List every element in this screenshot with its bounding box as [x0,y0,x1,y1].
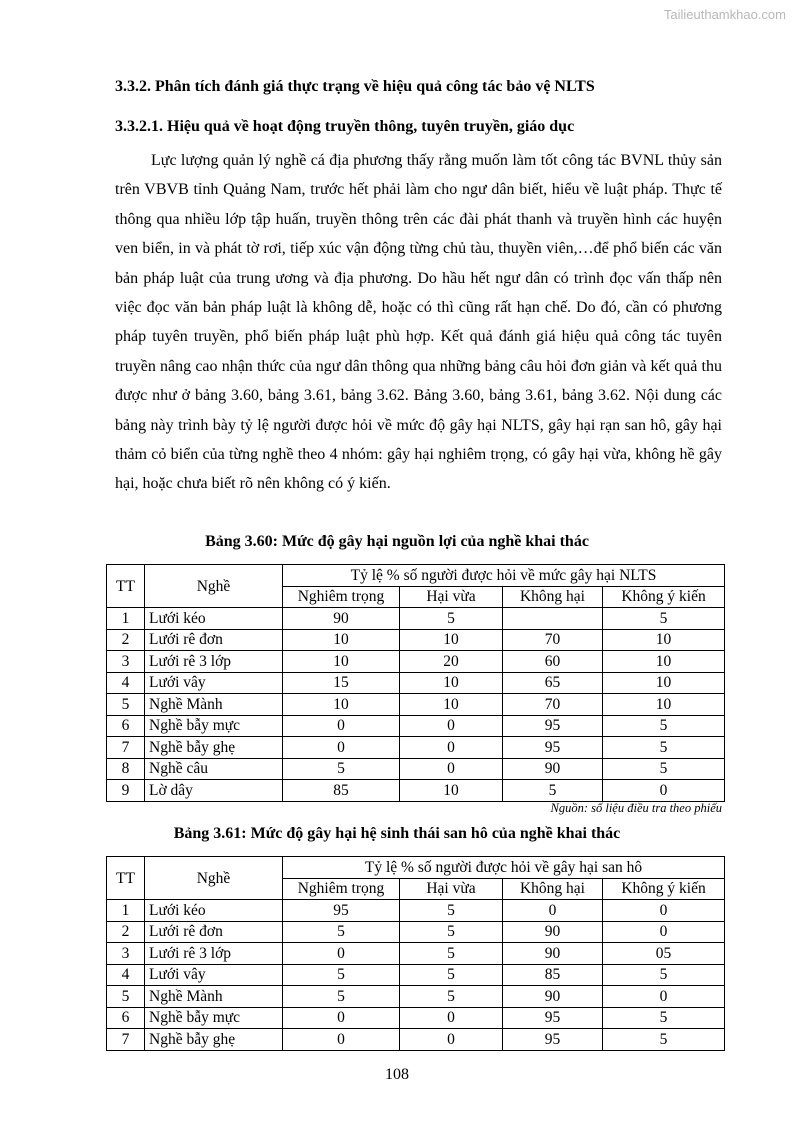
cell-value: 10 [400,629,503,651]
table-row [107,715,725,737]
cell-value: 10 [400,672,503,694]
table-row [107,651,725,673]
table-row [107,672,725,694]
cell-value: 5 [603,758,725,780]
table-header-row [107,857,725,879]
cell-value: 0 [603,780,725,802]
cell-tt: 6 [107,715,145,737]
cell-tt: 4 [107,964,145,986]
cell-nghe: Nghề Mành [145,986,283,1008]
table-row [107,964,725,986]
cell-value: 10 [283,651,400,673]
table-row [107,943,725,965]
table-3-61 [106,856,725,1051]
table-3-61-caption: Bảng 3.61: Mức độ gây hại hệ sinh thái san hô của nghề khai thác [173,825,621,842]
table-row [107,900,725,922]
cell-tt: 4 [107,672,145,694]
cell-value: 10 [603,651,725,673]
cell-nghe: Nghề bẫy ghẹ [145,1029,283,1051]
cell-nghe: Nghề câu [145,758,283,780]
table-row [107,629,725,651]
cell-nghe: Nghề Mành [145,694,283,716]
cell-value: 85 [503,964,603,986]
cell-value: 0 [283,715,400,737]
table-row [107,921,725,943]
cell-tt: 3 [107,651,145,673]
cell-value: 90 [503,921,603,943]
cell-value: 0 [503,900,603,922]
cell-nghe: Nghề bẫy mực [145,715,283,737]
cell-value: 5 [400,921,503,943]
cell-nghe: Nghề bẫy mực [145,1007,283,1029]
subheader-cell: Hại vừa [400,878,503,900]
cell-value: 10 [603,694,725,716]
table-row [107,694,725,716]
cell-tt: 3 [107,943,145,965]
cell-tt: 1 [107,608,145,630]
cell-value: 0 [283,1029,400,1051]
cell-tt: 2 [107,921,145,943]
cell-value: 5 [283,921,400,943]
cell-nghe: Lờ dây [145,780,283,802]
body-paragraph: Lực lượng quản lý nghề cá địa phương thấy rằng muốn làm tốt công tác BVNL thủy sản trên VBVB tỉnh Quảng Nam, trước hết phải làm cho ngư dân biết, hiểu về luật pháp. Thực tế thông qua nhiều lớp tập huấn, truyền thông trên các đài phát thanh và truyền hình các huyện ven biển, in và phát tờ rơi, tiếp xúc vận động từng chủ tàu, thuyền viên,…để phổ biến các văn bản pháp luật của trung ương và địa phương. Do hầu hết ngư dân có trình đọc vấn thấp nên việc đọc văn bản pháp luật là không dễ, hoặc có thì cũng rất hạn chế. Do đó, cần có phương pháp tuyên truyền, phổ biến pháp luật phù hợp. Kết quả đánh giá hiệu quả công tác tuyên truyền nâng cao nhận thức của ngư dân thông qua những bảng câu hỏi đơn giản và kết quả thu được như ở bảng 3.60, bảng 3.61, bảng 3.62. Bảng 3.60, bảng 3.61, bảng 3.62. Nội dung các bảng này trình bày tỷ lệ người được hỏi về mức độ gây hại NLTS, gây hại rạn san hô, gây hại thảm cỏ biển của từng nghề theo 4 nhóm: gây hại nghiêm trọng, có gây hại vừa, không hề gây hại, hoặc chưa biết rõ nên không có ý kiến. [115,152,722,493]
cell-nghe: Lưới kéo [145,900,283,922]
table-row [107,1029,725,1051]
cell-value: 95 [503,715,603,737]
cell-value [503,608,603,630]
cell-nghe: Lưới vây [145,672,283,694]
cell-value: 0 [603,986,725,1008]
cell-value: 90 [503,943,603,965]
subsection-heading: 3.3.2.1. Hiệu quả về hoạt động truyền thông, tuyên truyền, giáo dục [115,118,575,135]
cell-value: 0 [400,737,503,759]
cell-value: 10 [400,780,503,802]
cell-nghe: Lưới kéo [145,608,283,630]
table-row [107,737,725,759]
cell-tt: 6 [107,1007,145,1029]
section-heading: 3.3.2. Phân tích đánh giá thực trạng về hiệu quả công tác bảo vệ NLTS [115,78,595,95]
cell-value: 5 [603,715,725,737]
cell-tt: 2 [107,629,145,651]
cell-value: 95 [503,737,603,759]
cell-value: 5 [283,986,400,1008]
cell-tt: 1 [107,900,145,922]
cell-value: 95 [503,1007,603,1029]
cell-value: 0 [283,943,400,965]
watermark: Tailieuthamkhao.com [663,7,786,22]
header-nghe: Nghề [145,857,283,900]
header-group: Tỷ lệ % số người được hỏi về gây hại san hô [283,857,725,879]
cell-nghe: Lưới rê đơn [145,629,283,651]
cell-value: 0 [283,737,400,759]
subheader-cell: Không hại [503,878,603,900]
cell-value: 0 [400,715,503,737]
cell-value: 10 [283,629,400,651]
table-row [107,758,725,780]
subheader-cell: Không ý kiến [603,586,725,608]
header-tt: TT [107,565,145,608]
cell-value: 05 [603,943,725,965]
cell-value: 5 [283,964,400,986]
cell-value: 90 [503,986,603,1008]
table-header-row [107,565,725,587]
cell-value: 0 [603,900,725,922]
cell-nghe: Lưới vây [145,964,283,986]
cell-tt: 8 [107,758,145,780]
cell-value: 10 [283,694,400,716]
cell-value: 5 [400,608,503,630]
table-row [107,780,725,802]
cell-tt: 5 [107,694,145,716]
cell-value: 90 [503,758,603,780]
table-row [107,1007,725,1029]
table-row [107,986,725,1008]
subheader-cell: Nghiêm trọng [283,878,400,900]
cell-value: 85 [283,780,400,802]
cell-tt: 7 [107,1029,145,1051]
cell-value: 70 [503,629,603,651]
table-3-60-caption: Bảng 3.60: Mức độ gây hại nguồn lợi của nghề khai thác [205,533,589,550]
cell-value: 0 [603,921,725,943]
cell-value: 60 [503,651,603,673]
cell-nghe: Lưới rê đơn [145,921,283,943]
cell-value: 0 [400,758,503,780]
table-row [107,608,725,630]
subheader-cell: Không hại [503,586,603,608]
cell-value: 5 [603,737,725,759]
cell-value: 5 [400,943,503,965]
cell-tt: 5 [107,986,145,1008]
table-3-60-source: Nguồn: số liệu điều tra theo phiếu [550,801,722,815]
subheader-cell: Hại vừa [400,586,503,608]
cell-value: 65 [503,672,603,694]
cell-nghe: Lưới rê 3 lớp [145,943,283,965]
cell-value: 10 [603,629,725,651]
cell-value: 5 [603,608,725,630]
cell-value: 20 [400,651,503,673]
cell-value: 5 [283,758,400,780]
cell-nghe: Nghề bẫy ghẹ [145,737,283,759]
cell-value: 70 [503,694,603,716]
cell-value: 5 [603,964,725,986]
page-number: 108 [385,1066,409,1083]
cell-tt: 7 [107,737,145,759]
header-tt: TT [107,857,145,900]
cell-value: 10 [603,672,725,694]
cell-value: 0 [400,1007,503,1029]
cell-nghe: Lưới rê 3 lớp [145,651,283,673]
cell-value: 95 [283,900,400,922]
subheader-cell: Nghiêm trọng [283,586,400,608]
cell-value: 5 [400,900,503,922]
subheader-cell: Không ý kiến [603,878,725,900]
cell-value: 0 [400,1029,503,1051]
cell-value: 5 [400,986,503,1008]
cell-value: 15 [283,672,400,694]
header-nghe: Nghề [145,565,283,608]
cell-value: 5 [603,1007,725,1029]
cell-value: 90 [283,608,400,630]
cell-tt: 9 [107,780,145,802]
header-group: Tỷ lệ % số người được hỏi về mức gây hại NLTS [283,565,725,587]
cell-value: 5 [400,964,503,986]
table-3-60 [106,564,725,802]
cell-value: 95 [503,1029,603,1051]
cell-value: 10 [400,694,503,716]
cell-value: 0 [283,1007,400,1029]
cell-value: 5 [503,780,603,802]
cell-value: 5 [603,1029,725,1051]
